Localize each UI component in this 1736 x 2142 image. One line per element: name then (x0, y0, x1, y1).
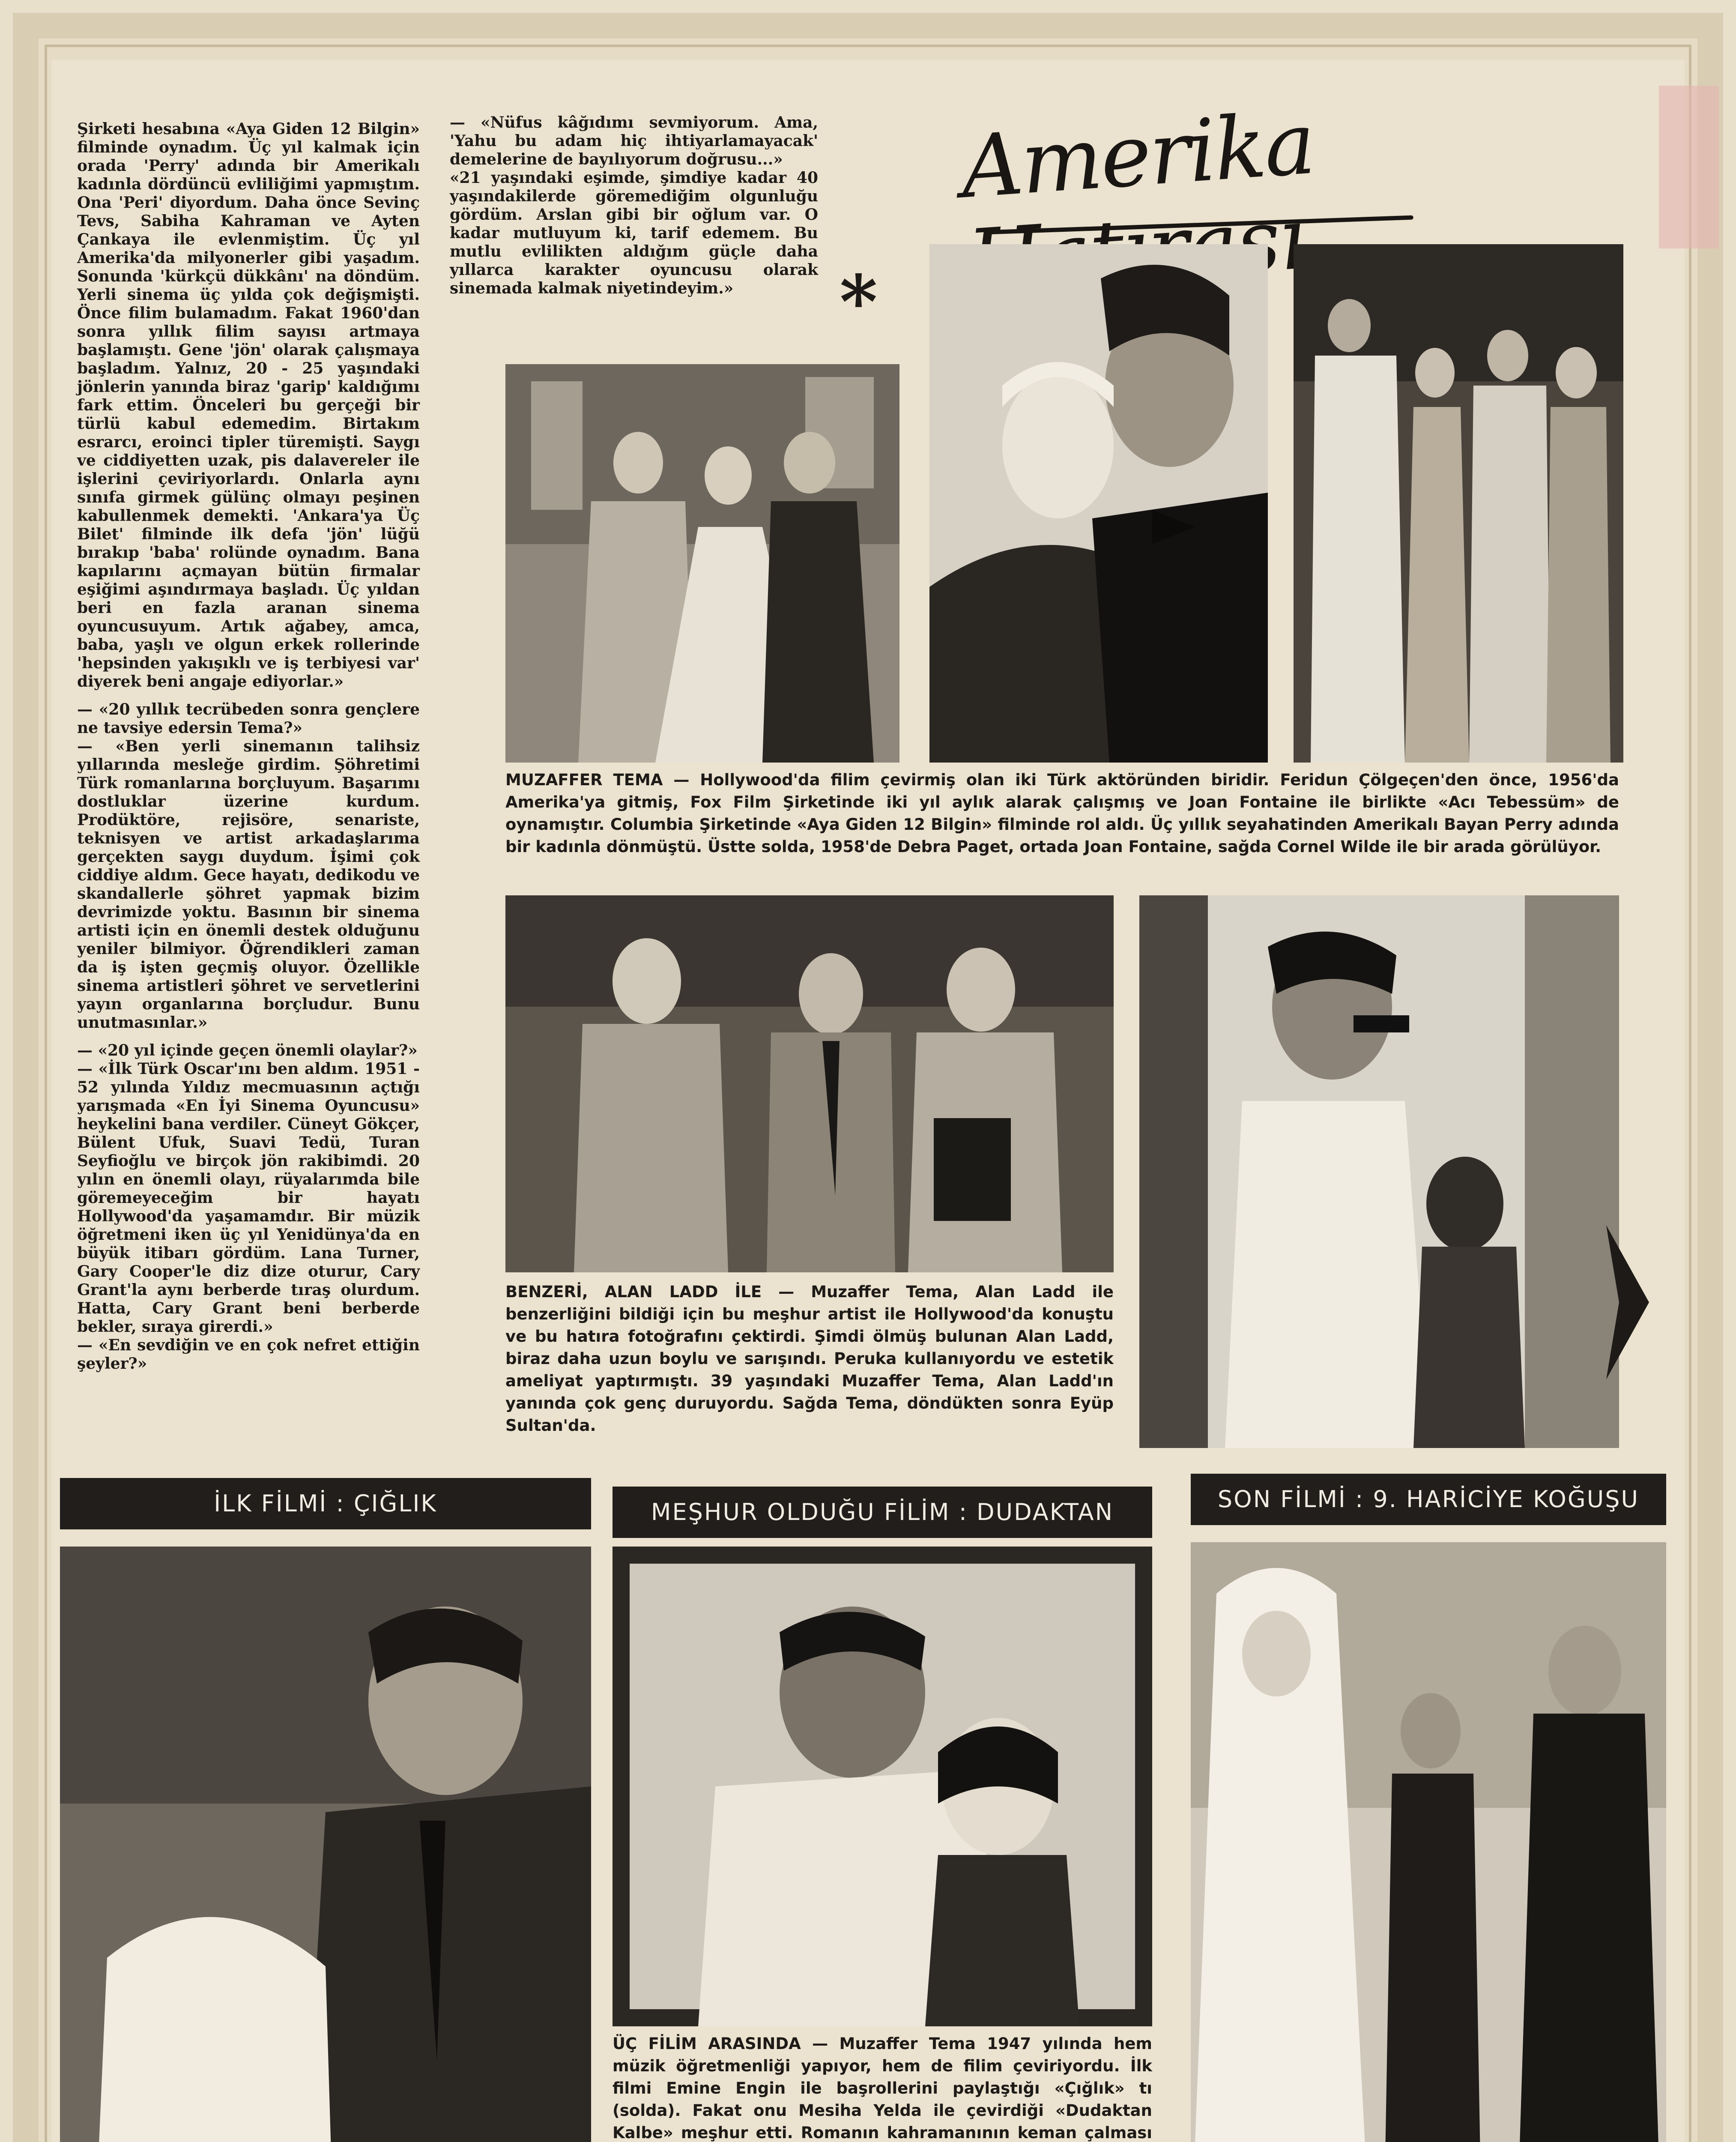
photo-cornel-wilde (1294, 244, 1623, 763)
paragraph: — «En sevdiğin ve en çok nefret ettiğin şeyler?» (77, 1336, 420, 1373)
caption-lead: MUZAFFER TEMA — (505, 771, 690, 789)
article-column-middle (450, 114, 818, 298)
photo-eyup-sultan (1139, 895, 1619, 1448)
paragraph: — «20 yıllık tecrübeden sonra gençlere ne tavsiye edersin Tema?» (77, 700, 420, 737)
caption-text: Muzaffer Tema, Alan Ladd ile benzerliğini bildiği için bu meşhur artist ile Hollywood'da konuştu ve bu hatıra fotoğrafını çektirdi. Şimdi ölmüş bulunan Alan Ladd, biraz daha uzun boylu ve sarışındı. Peruka kullanıyordu ve estetik ameliyat yaptırmıştı. 39 yaşındaki Muzaffer Tema, Alan Ladd'ın yanında çok genç duruyordu. Sağda Tema, döndükten sonra Eyüp Sultan'da. (505, 1283, 1114, 1435)
banner-first-film: İLK FİLMİ : ÇIĞLIK (60, 1478, 591, 1529)
photo-hariciye-kogusu (1191, 1542, 1666, 2142)
banner-famous-film: MEŞHUR OLDUĞU FİLİM : DUDAKTAN (613, 1487, 1152, 1538)
pink-stamp-mark (1659, 86, 1719, 248)
caption-alan-ladd (505, 1281, 1114, 1437)
paragraph: «21 yaşındaki eşimde, şimdiye kadar 40 yaşındakilerde göremediğim olgunluğu gördüm. Arslan gibi bir oğlum var. O kadar mutluyum ki, tarif edemem. Bu mutlu evlilikten aldığım güçle daha yıllarca karakter oyuncusu olarak sinemada kalmak niyetindeyim.» (450, 169, 818, 297)
caption-three-films (613, 2033, 1152, 2142)
caption-lead: ÜÇ FİLİM ARASINDA — (613, 2034, 828, 2053)
photo-cigliik (60, 1547, 591, 2142)
article-column-left (77, 120, 420, 1373)
chevron-right-icon (1602, 1225, 1653, 1379)
caption-lead: BENZERİ, ALAN LADD İLE — (505, 1283, 795, 1301)
asterisk-ornament: * (840, 259, 878, 345)
paragraph: — «20 yıl içinde geçen önemli olaylar?» (77, 1041, 418, 1059)
photo-joan-fontaine (929, 244, 1268, 763)
caption-text: Muzaffer Tema 1947 yılında hem müzik öğretmenliği yapıyor, hem de filim çeviriyordu. İlk filmi Emine Engin ile başrollerini paylaştığı «Çığlık» tı (solda). Fakat onu Mesiha Yelda ile çevirdiği «Dudaktan Kalbe» meşhur etti. Romanın kahramanının keman çalması (613, 2034, 1152, 2142)
caption-text: Hollywood'da filim çevirmiş olan iki Türk aktöründen biridir. Feridun Çölgeçen'den önce, 1956'da Amerika'ya gitmiş, Fox Film Şirketinde iki yıl aylık alarak çalışmış ve Joan Fontaine ile birlikte «Acı Tebessüm» de oynamıştır. Columbia Şirketinde «Aya Giden 12 Bilgin» filminde rol aldı. Üç yıllık seyahatinden Amerikalı Bayan Perry adında bir kadınla dönmüştü. Üstte solda, 1958'de Debra Paget, ortada Joan Fontaine, sağda Cornel Wilde ile bir arada görülüyor. (505, 771, 1619, 856)
paragraph: — «Nüfus kâğıdımı sevmiyorum. Ama, 'Yahu bu adam hiç ihtiyarlamayacak' demelerine de bayılıyorum doğrusu...» (450, 114, 818, 168)
photo-dudaktan-kalbe (613, 1547, 1152, 2026)
paragraph: — «İlk Türk Oscar'ını ben aldım. 1951 - 52 yılında Yıldız mecmuasının açtığı yarışmada «En İyi Sinema Oyuncusu» heykelini bana verdiler. Cüneyt Gökçer, Bülent Ufuk, Suavi Tedü, Turan Seyfioğlu ve birçok jön rakibimdi. 20 yılın en önemli olayı, rüyalarımda bile göremeyeceğim bir hayatı Hollywood'da yaşamamdır. Bir müzik öğretmeni iken üç yıl Yenidünya'da en büyük itibarı gördüm. Lana Turner, Gary Cooper'le diz dize oturur, Cary Grant'la aynı berberde tıraş olurdum. Hatta, Cary Grant beni berberde bekler, sıraya girerdi.» (77, 1060, 420, 1336)
page-title: Amerika (957, 93, 1317, 218)
paragraph: Şirketi hesabına «Aya Giden 12 Bilgin» filminde oynadım. Üç yıl kalmak için orada 'Perry' adında bir Amerikalı kadınla dördüncü evliliğimi yapmıştım. Ona 'Peri' diyordum. Daha önce Sevinç Tevs, Sabiha Kahraman ve Ayten Çankaya ile evlenmiştim. Üç yıl Amerika'da milyonerler gibi yaşadım. Sonunda 'kürkçü dükkânı' na döndüm. Yerli sinema üç yılda çok değişmişti. Önce filim bulamadım. Fakat 1960'dan sonra yıllık filim sayısı artmaya başlamıştı. Gene 'jön' olarak çalışmaya başladım. Yalnız, 20 - 25 yaşındaki jönlerin yanında biraz 'garip' kaldığımı fark ettim. Önceleri bu gerçeği bir türlü kabul edemedim. Birtakım esrarcı, eroinci tipler türemişti. Saygı ve ciddiyetten uzak, pis dalavereler ile işlerini çeviriyorlardı. Onlarla aynı sınıfa girmek gülünç olmayı peşinen kabullenmek demekti. 'Ankara'ya Üç Bilet' filminde ilk defa 'jön' lüğü bırakıp 'baba' rolünde oynadım. Bana kapılarını açmayan bütün firmalar eşiğimi aşındırmaya başladı. Üç yıldan beri en fazla aranan sinema oyuncusuyum. Artık ağabey, amca, baba, yaşlı ve olgun erkek rollerinde 'hepsinden yakışıklı ve iş terbiyesi var' diyerek beni angaje ediyorlar.» (77, 120, 420, 691)
paragraph: — «Ben yerli sinemanın talihsiz yıllarında mesleğe girdim. Şöhretimi Türk romanlarına borçluyum. Başarımı dostluklar üzerine kurdum. Prodüktöre, rejisöre, senariste, teknisyen ve artist arkadaşlarıma gerçekten saygı duydum. İşimi çok ciddiye aldım. Gece hayatı, dedikodu ve skandallerle şöhret yapmak bizim devrimizde yoktu. Basının bir sinema artisti için en önemli destek olduğunu yeniler bilmiyor. Öğrendikleri zaman da iş işten geçmiş oluyor. Özellikle sinema artistleri şöhret ve servetlerini yayın organlarına borçludur. Bunu unutmasınlar.» (77, 737, 420, 1032)
photo-alan-ladd (505, 895, 1114, 1272)
banner-last-film: SON FİLMİ : 9. HARİCİYE KOĞUŞU (1191, 1474, 1666, 1525)
caption-hollywood (505, 769, 1619, 858)
photo-debra-paget (505, 364, 899, 763)
